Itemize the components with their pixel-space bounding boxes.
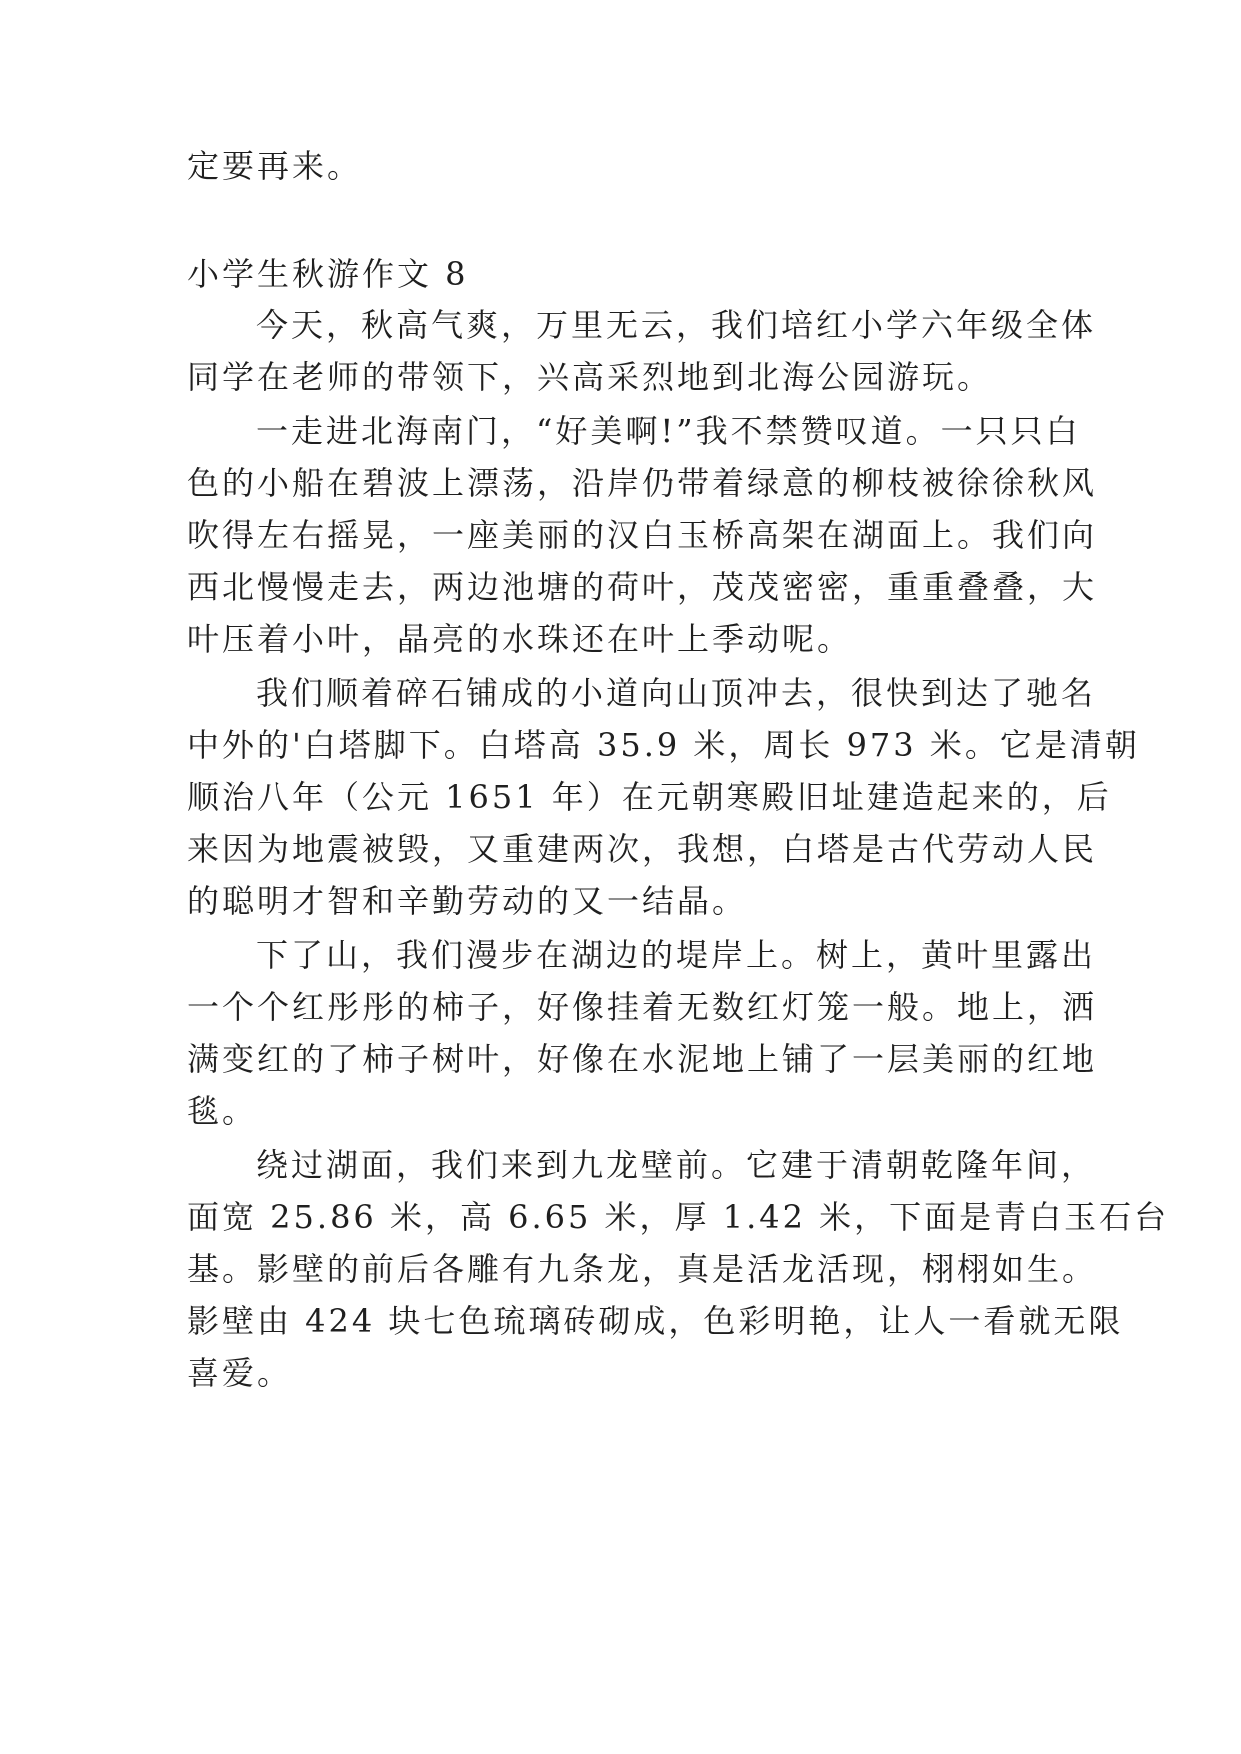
carryover-line: 定要再来。 bbox=[187, 147, 363, 185]
paragraph-line: 吹得左右摇晃，一座美丽的汉白玉桥高架在湖面上。我们向 bbox=[187, 516, 1098, 554]
paragraph-line: 满变红的了柿子树叶，好像在水泥地上铺了一层美丽的红地 bbox=[187, 1040, 1098, 1078]
paragraph-line: 中外的'白塔脚下。白塔高 35.9 米，周长 973 米。它是清朝 bbox=[187, 726, 1140, 764]
paragraph-line: 色的小船在碧波上漂荡，沿岸仍带着绿意的柳枝被徐徐秋风 bbox=[187, 464, 1098, 502]
paragraph-line: 叶压着小叶，晶亮的水珠还在叶上季动呢。 bbox=[187, 620, 853, 658]
paragraph-line: 的聪明才智和辛勤劳动的又一结晶。 bbox=[187, 882, 748, 920]
paragraph-line: 顺治八年（公元 1651 年）在元朝寒殿旧址建造起来的，后 bbox=[187, 778, 1112, 816]
paragraph-line: 一走进北海南门，“好美啊!”我不禁赞叹道。一只只白 bbox=[256, 412, 1081, 450]
paragraph-line: 面宽 25.86 米，高 6.65 米，厚 1.42 米，下面是青白玉石台 bbox=[187, 1198, 1170, 1236]
paragraph-line: 今天，秋高气爽，万里无云，我们培红小学六年级全体 bbox=[256, 306, 1097, 344]
paragraph-line: 来因为地震被毁，又重建两次，我想，白塔是古代劳动人民 bbox=[187, 830, 1098, 868]
paragraph-line: 基。影壁的前后各雕有九条龙，真是活龙活现，栩栩如生。 bbox=[187, 1250, 1098, 1288]
paragraph-line: 西北慢慢走去，两边池塘的荷叶，茂茂密密，重重叠叠，大 bbox=[187, 568, 1098, 606]
paragraph-line: 同学在老师的带领下，兴高采烈地到北海公园游玩。 bbox=[187, 358, 993, 396]
section-title: 小学生秋游作文 8 bbox=[187, 255, 469, 293]
paragraph-line: 我们顺着碎石铺成的小道向山顶冲去，很快到达了驰名 bbox=[256, 674, 1097, 712]
paragraph-line: 影壁由 424 块七色琉璃砖砌成，色彩明艳，让人一看就无限 bbox=[187, 1302, 1124, 1340]
paragraph-line: 一个个红彤彤的柿子，好像挂着无数红灯笼一般。地上，洒 bbox=[187, 988, 1098, 1026]
paragraph-line: 喜爱。 bbox=[187, 1354, 293, 1392]
paragraph-line: 毯。 bbox=[187, 1092, 258, 1130]
paragraph-line: 绕过湖面，我们来到九龙壁前。它建于清朝乾隆年间， bbox=[256, 1146, 1097, 1184]
paragraph-line: 下了山，我们漫步在湖边的堤岸上。树上，黄叶里露出 bbox=[256, 936, 1097, 974]
